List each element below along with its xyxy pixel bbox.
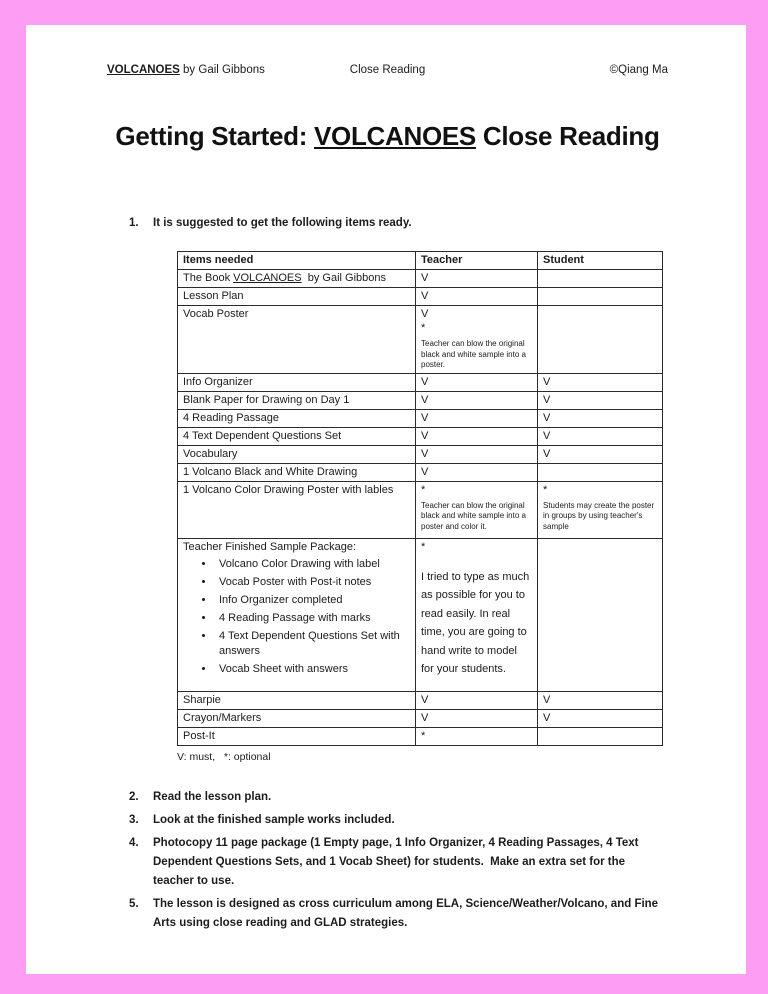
document-header — [107, 63, 668, 77]
cell-student — [538, 538, 663, 691]
column-header-items-needed: Items needed — [178, 252, 416, 270]
student-note: Students may create the poster in groups by using teacher's sample — [543, 500, 655, 531]
list-item-3 — [129, 811, 668, 830]
cell-student — [538, 270, 663, 288]
cell-item: Vocabulary — [178, 445, 416, 463]
teacher-note: I tried to type as much as possible for you to read easily. In real time, you are going to hand write to model for your students. — [421, 570, 530, 675]
list-item-1-number: 1. — [129, 217, 139, 229]
title-book: VOLCANOES — [313, 121, 476, 151]
list-item-4 — [129, 834, 668, 891]
list-item-text: Photocopy 11 page package (1 Empty page, 1 Info Organizer, 4 Reading Passages, 4 Text Dependent Questions Sets, and 1 Vocab Sheet) for students. Make an extra set for the teacher to use. — [153, 836, 642, 887]
cell-teacher: V — [416, 463, 538, 481]
cell-teacher — [416, 306, 538, 374]
cell-item: 4 Reading Passage — [178, 409, 416, 427]
column-header-student: Student — [538, 252, 663, 270]
cell-student: V — [538, 691, 663, 709]
header-center-label: Close Reading — [349, 64, 426, 76]
cell-item: 1 Volcano Color Drawing Poster with lables — [178, 481, 416, 538]
cell-student: V — [538, 409, 663, 427]
items-table — [177, 251, 663, 746]
cell-student — [538, 463, 663, 481]
list-item-text: Read the lesson plan. — [153, 790, 272, 803]
cell-student: V — [538, 709, 663, 727]
list-item-number: 4. — [129, 836, 139, 849]
cell-item: Blank Paper for Drawing on Day 1 — [178, 391, 416, 409]
cell-teacher — [416, 481, 538, 538]
package-bullet: • Vocab Poster with Post-it notes — [215, 575, 410, 590]
table-row-sharpie — [178, 691, 663, 709]
cell-student: V — [538, 427, 663, 445]
table-row-post-it — [178, 727, 663, 745]
list-item-2 — [129, 788, 668, 807]
cell-teacher: V — [416, 427, 538, 445]
title-prefix: Getting Started: — [115, 121, 314, 151]
teacher-mark: V — [421, 308, 429, 320]
student-mark: * — [543, 483, 548, 496]
cell-item: 4 Text Dependent Questions Set — [178, 427, 416, 445]
cell-student: V — [538, 391, 663, 409]
list-item-number: 5. — [129, 897, 139, 910]
table-row-color-poster — [178, 481, 663, 538]
header-left — [107, 63, 294, 77]
table-row-sample-package — [178, 538, 663, 691]
cell-teacher: V — [416, 373, 538, 391]
table-row-lesson-plan — [178, 288, 663, 306]
teacher-mark: * — [421, 540, 426, 553]
cell-item — [178, 270, 416, 288]
table-row-questions-set — [178, 427, 663, 445]
teacher-mark: * — [421, 483, 426, 496]
package-bullet: • 4 Text Dependent Questions Set with answers — [215, 629, 410, 659]
package-title: Teacher Finished Sample Package: — [183, 540, 357, 553]
cell-item: Post-It — [178, 727, 416, 745]
list-item-text: The lesson is designed as cross curriculum among ELA, Science/Weather/Volcano, and Fine Arts using close reading and GLAD strategies. — [153, 897, 661, 929]
cell-teacher — [416, 538, 538, 691]
cell-item — [178, 538, 416, 691]
package-bullet-list — [183, 557, 410, 677]
table-row-reading-passage — [178, 409, 663, 427]
list-item-text: Look at the finished sample works included. — [153, 813, 395, 826]
cell-student — [538, 727, 663, 745]
cell-item-book: VOLCANOES — [233, 272, 302, 284]
document-page — [26, 25, 746, 974]
column-header-teacher: Teacher — [416, 252, 538, 270]
table-row-vocabulary — [178, 445, 663, 463]
cell-item: Info Organizer — [178, 373, 416, 391]
table-row-book — [178, 270, 663, 288]
cell-teacher: V — [416, 288, 538, 306]
package-bullet: • 4 Reading Passage with marks — [215, 611, 410, 626]
package-bullet: • Volcano Color Drawing with label — [215, 557, 410, 572]
cell-item: Vocab Poster — [178, 306, 416, 374]
cell-teacher: * — [416, 727, 538, 745]
header-book-title: VOLCANOES — [107, 64, 180, 76]
cell-student — [538, 288, 663, 306]
cell-item: Sharpie — [178, 691, 416, 709]
cell-item: 1 Volcano Black and White Drawing — [178, 463, 416, 481]
cell-teacher: V — [416, 409, 538, 427]
cell-item-prefix: The Book — [183, 272, 234, 284]
package-bullet: • Info Organizer completed — [215, 593, 410, 608]
cell-teacher: V — [416, 709, 538, 727]
table-legend: V: must, *: optional — [177, 750, 271, 763]
list-item-1-text: It is suggested to get the following items ready. — [153, 217, 412, 229]
cell-teacher: V — [416, 391, 538, 409]
numbered-list — [129, 788, 668, 933]
cell-item: Lesson Plan — [178, 288, 416, 306]
list-item-number: 3. — [129, 813, 139, 826]
list-item-number: 2. — [129, 790, 139, 803]
teacher-mark-optional: * — [421, 322, 426, 334]
cell-teacher: V — [416, 691, 538, 709]
header-copyright: ©Qiang Ma — [609, 64, 668, 76]
title-suffix: Close Reading — [475, 121, 660, 151]
cell-student — [538, 481, 663, 538]
list-item-5 — [129, 895, 668, 933]
table-row-blank-paper — [178, 391, 663, 409]
header-author: by Gail Gibbons — [179, 64, 265, 76]
table-row-crayon-markers — [178, 709, 663, 727]
cell-teacher: V — [416, 445, 538, 463]
cell-student — [538, 306, 663, 374]
page-title — [107, 121, 668, 152]
cell-item: Crayon/Markers — [178, 709, 416, 727]
list-item-1 — [129, 216, 668, 231]
teacher-note: Teacher can blow the original black and white sample into a poster. — [421, 339, 526, 369]
table-row-vocab-poster — [178, 306, 663, 374]
cell-teacher: V — [416, 270, 538, 288]
cell-student: V — [538, 373, 663, 391]
table-header-row — [178, 252, 663, 270]
table-row-info-organizer — [178, 373, 663, 391]
package-bullet: • Vocab Sheet with answers — [215, 662, 410, 677]
table-row-bw-drawing — [178, 463, 663, 481]
cell-item-suffix: by Gail Gibbons — [301, 272, 386, 284]
teacher-note: Teacher can blow the original black and white sample into a poster and color it. — [421, 500, 526, 531]
cell-student: V — [538, 445, 663, 463]
